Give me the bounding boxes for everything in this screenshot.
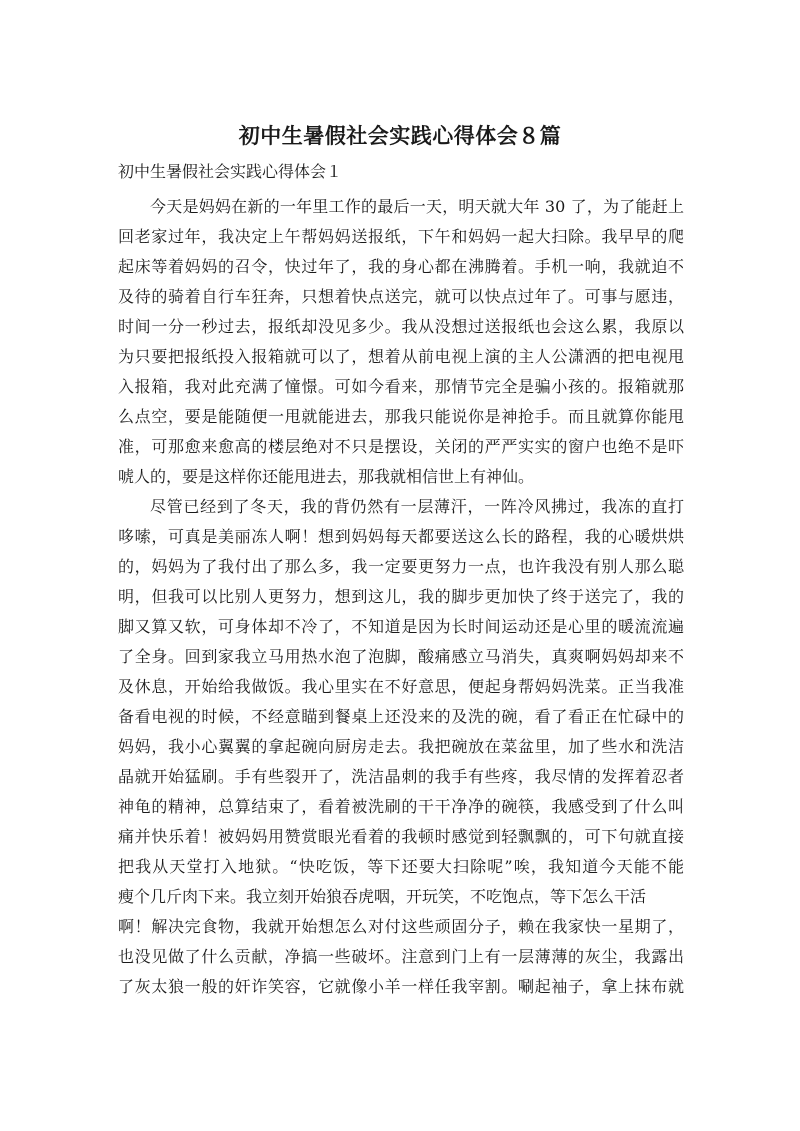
- text-line: 今天是妈妈在新的一年里工作的最后一天，明天就大年 30 了，为了能赶上: [150, 197, 684, 216]
- text-line: 哆嗦，可真是美丽冻人啊！想到妈妈每天都要送这么长的路程，我的心暖烘烘: [118, 527, 684, 546]
- text-line: 了灰太狼一般的奸诈笑容，它就像小羊一样任我宰割。唰起袖子，拿上抹布就: [118, 977, 684, 996]
- text-line: 时间一分一秒过去，报纸却没见多少。我从没想过送报纸也会这么累，我原以: [118, 317, 684, 336]
- text-line: 么点空，要是能随便一甩就能进去，那我只能说你是神抢手。而且就算你能甩: [118, 407, 684, 426]
- text-line: 把我从天堂打入地狱。“快吃饭，等下还要大扫除呢”唉，我知道今天能不能: [118, 857, 684, 876]
- text-line: 也没见做了什么贡献，净搞一些破坏。注意到门上有一层薄薄的灰尘，我露出: [118, 947, 684, 966]
- text-line: 唬人的，要是这样你还能甩进去，那我就相信世上有神仙。: [118, 467, 535, 486]
- text-line: 备看电视的时候，不经意瞄到餐桌上还没来的及洗的碗，看了看正在忙碌中的: [118, 707, 684, 726]
- section-heading: 初中生暑假社会实践心得体会１: [118, 162, 343, 181]
- document-title: 初中生暑假社会实践心得体会８篇: [238, 124, 562, 148]
- text-line: 明，但我可以比别人更努力，想到这儿，我的脚步更加快了终于送完了，我的: [118, 587, 684, 606]
- text-line: 妈妈，我小心翼翼的拿起碗向厨房走去。我把碗放在菜盆里，加了些水和洗洁: [118, 737, 684, 756]
- text-line: 了全身。回到家我立马用热水泡了泡脚，酸痛感立马消失，真爽啊妈妈却来不: [118, 647, 684, 666]
- text-line: 瘦个几斤肉下来。我立刻开始狼吞虎咽，开玩笑，不吃饱点，等下怎么干活: [118, 887, 647, 906]
- text-line: 准，可那愈来愈高的楼层绝对不只是摆设，关闭的严严实实的窗户也绝不是吓: [118, 437, 684, 456]
- text-line: 及待的骑着自行车狂奔，只想着快点送完，就可以快点过年了。可事与愿违，: [118, 287, 684, 306]
- text-line: 尽管已经到了冬天，我的背仍然有一层薄汗，一阵冷风拂过，我冻的直打: [150, 497, 684, 516]
- text-line: 的，妈妈为了我付出了那么多，我一定要更努力一点，也许我没有别人那么聪: [118, 557, 684, 576]
- text-line: 啊！解决完食物，我就开始想怎么对付这些顽固分子，赖在我家快一星期了，: [118, 917, 684, 936]
- text-line: 晶就开始猛刷。手有些裂开了，洗洁晶刺的我手有些疼，我尽情的发挥着忍者: [118, 767, 684, 786]
- text-line: 回老家过年，我决定上午帮妈妈送报纸，下午和妈妈一起大扫除。我早早的爬: [118, 227, 684, 246]
- document-body: [118, 192, 684, 1002]
- text-line: 痛并快乐着！被妈妈用赞赏眼光看着的我顿时感觉到轻飘飘的，可下句就直接: [118, 827, 684, 846]
- text-line: 为只要把报纸投入报箱就可以了，想着从前电视上演的主人公潇洒的把电视甩: [118, 347, 684, 366]
- text-line: 入报箱，我对此充满了憧憬。可如今看来，那情节完全是骗小孩的。报箱就那: [118, 377, 684, 396]
- text-line: 神龟的精神，总算结束了，看着被洗刷的干干净净的碗筷，我感受到了什么叫: [118, 797, 684, 816]
- text-line: 及休息，开始给我做饭。我心里实在不好意思，便起身帮妈妈洗菜。正当我准: [118, 677, 684, 696]
- text-line: 起床等着妈妈的召令，快过年了，我的身心都在沸腾着。手机一响，我就迫不: [118, 257, 684, 276]
- text-line: 脚又算又软，可身体却不冷了，不知道是因为长时间运动还是心里的暖流流遍: [118, 617, 684, 636]
